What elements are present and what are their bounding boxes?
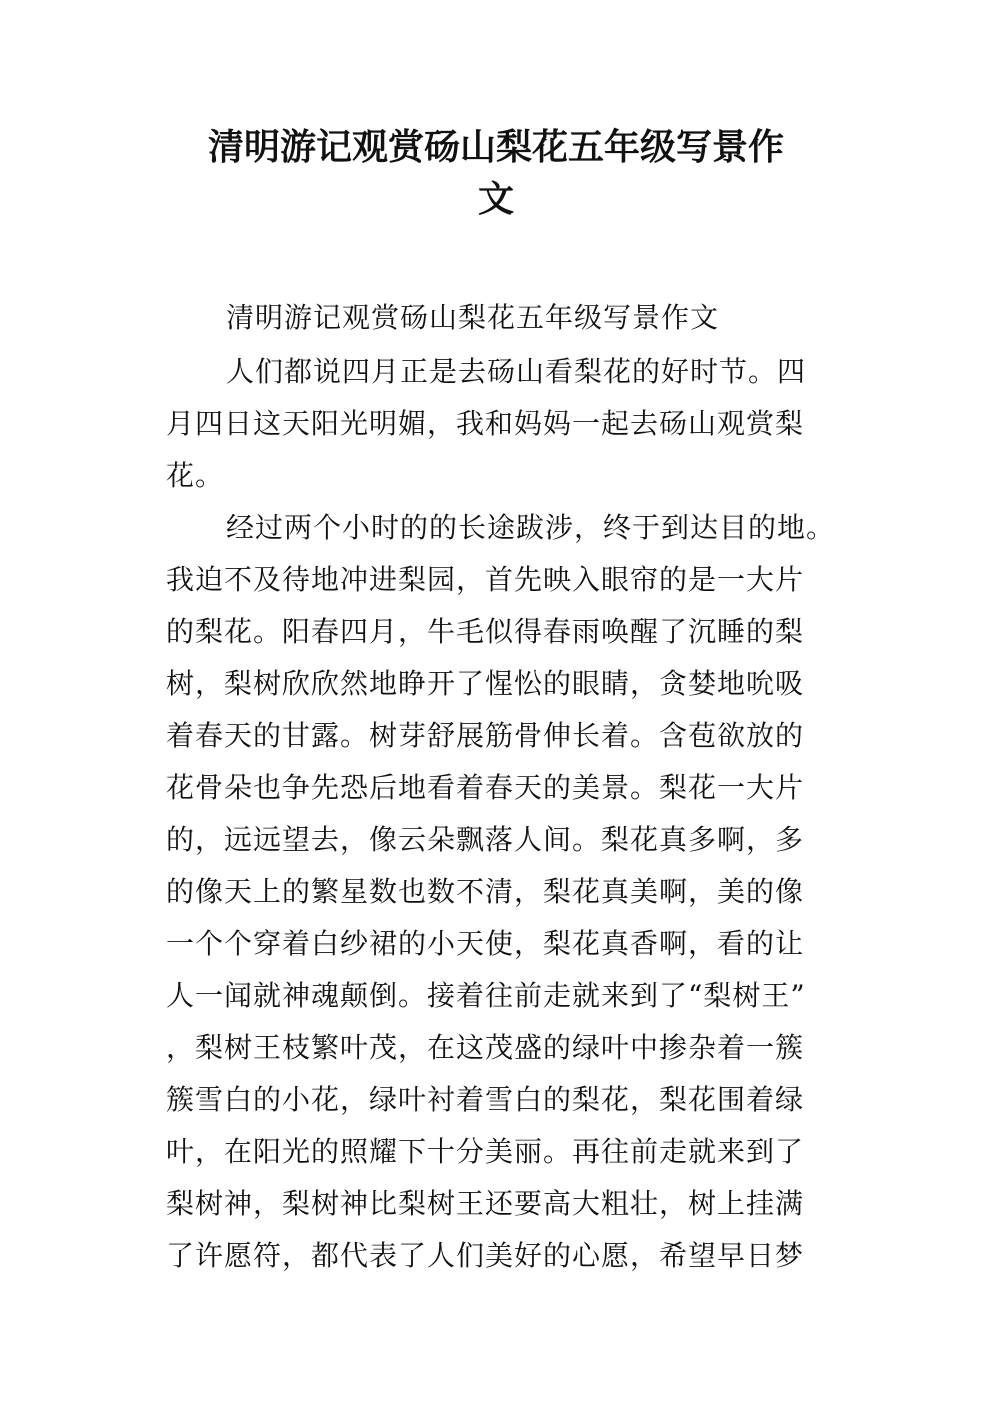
body-line: 树，梨树欣欣然地睁开了惺忪的眼睛，贪婪地吮吸 [166, 667, 805, 700]
body-line: 人们都说四月正是去砀山看梨花的好时节。四 [226, 355, 807, 388]
body-line: 一个个穿着白纱裙的小天使，梨花真香啊，看的让 [166, 927, 805, 960]
body-line: 叶，在阳光的照耀下十分美丽。再往前走就来到了 [166, 1135, 805, 1168]
body-line: ，梨树王枝繁叶茂，在这茂盛的绿叶中掺杂着一簇 [166, 1031, 805, 1064]
body-line: 我迫不及待地冲进梨园，首先映入眼帘的是一大片 [166, 563, 805, 596]
body-line: 着春天的甘露。树芽舒展筋骨伸长着。含苞欲放的 [166, 719, 805, 752]
body-line: 梨树神，梨树神比梨树王还要高大粗壮，树上挂满 [166, 1187, 805, 1220]
body-line: 的梨花。阳春四月，牛毛似得春雨唤醒了沉睡的梨 [166, 615, 805, 648]
body-line: 月四日这天阳光明媚，我和妈妈一起去砀山观赏梨 [166, 407, 805, 440]
body-line: 经过两个小时的的长途跋涉，终于到达目的地。 [226, 511, 836, 544]
body-line: 人一闻就神魂颠倒。接着往前走就来到了“梨树王” [166, 979, 806, 1012]
body-line: 清明游记观赏砀山梨花五年级写景作文 [226, 301, 720, 334]
body-line: 簇雪白的小花，绿叶衬着雪白的梨花，梨花围着绿 [166, 1083, 805, 1116]
body-line: 的，远远望去，像云朵飘落人间。梨花真多啊，多 [166, 823, 805, 856]
document-title-line-1: 清明游记观赏砀山梨花五年级写景作 [207, 127, 784, 168]
body-line: 的像天上的繁星数也数不清，梨花真美啊，美的像 [166, 875, 805, 908]
body-line: 花骨朵也争先恐后地看着春天的美景。梨花一大片 [166, 771, 805, 804]
body-line: 花。 [166, 459, 225, 492]
body-line: 了许愿符，都代表了人们美好的心愿，希望早日梦 [166, 1239, 805, 1272]
document-title-line-2: 文 [477, 179, 514, 220]
